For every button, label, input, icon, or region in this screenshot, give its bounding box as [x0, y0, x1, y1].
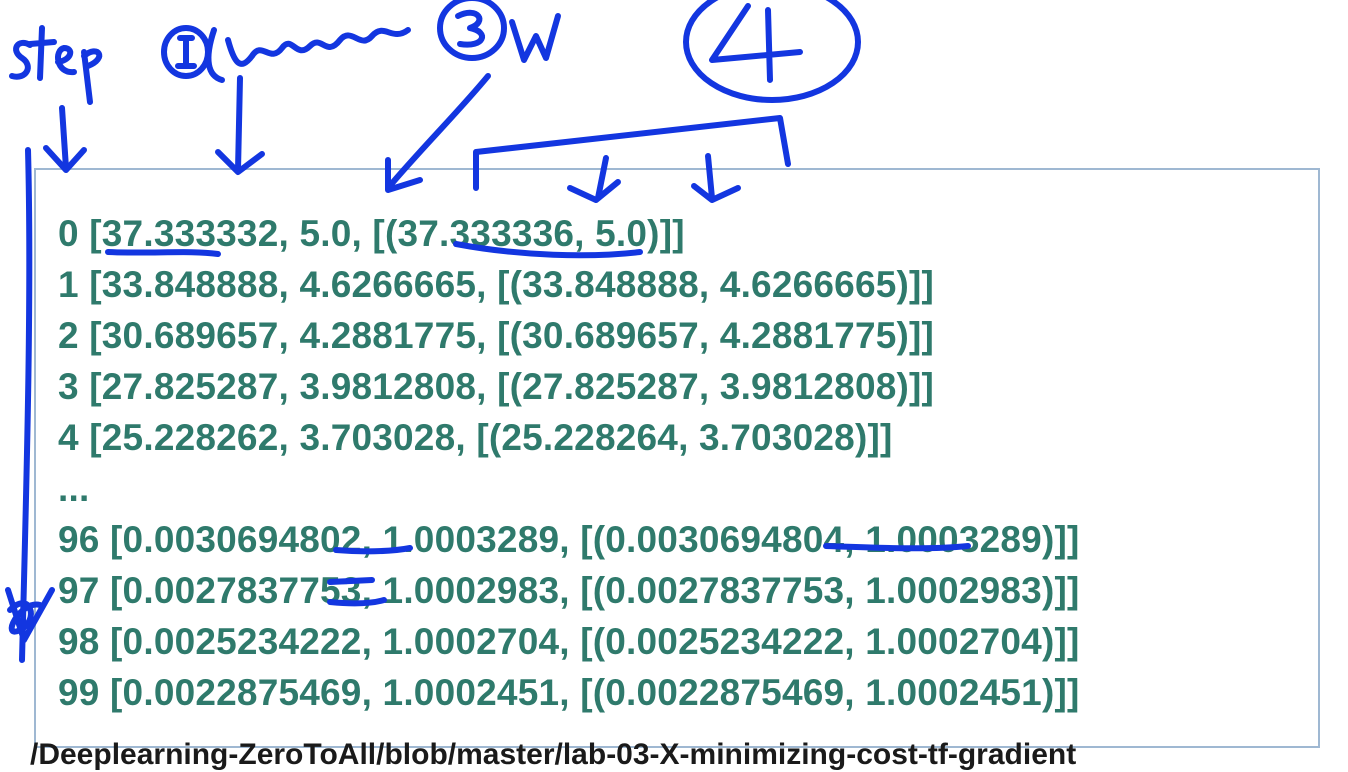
output-line-step-0: 0 [37.333332, 5.0, [(37.333336, 5.0)]]	[58, 213, 685, 254]
output-line-step-96: 96 [0.0030694802, 1.0003289, [(0.0030694804, 1.0003289)]]	[58, 519, 1080, 560]
output-line-step-4: 4 [25.228262, 3.703028, [(25.228264, 3.703028)]]	[58, 417, 893, 458]
footer-url-text: /Deeplearning-ZeroToAll/blob/master/lab-03-X-minimizing-cost-tf-gradient	[30, 738, 1077, 771]
output-lines	[58, 208, 1080, 718]
handwritten-label-1	[164, 28, 408, 80]
output-line-step-99: 99 [0.0022875469, 1.0002451, [(0.0022875469, 1.0002451)]]	[58, 672, 1080, 713]
output-line-step-2: 2 [30.689657, 4.2881775, [(30.689657, 4.2881775)]]	[58, 315, 935, 356]
handwritten-label-3	[440, 0, 558, 60]
output-line-ellipsis: ...	[58, 468, 90, 509]
output-line-step-3: 3 [27.825287, 3.9812808, [(27.825287, 3.9812808)]]	[58, 366, 935, 407]
output-line-step-97: 97 [0.0027837753, 1.0002983, [(0.0027837753, 1.0002983)]]	[58, 570, 1080, 611]
handwritten-label-4	[686, 0, 858, 100]
output-panel	[34, 168, 1320, 748]
handwritten-step-label	[12, 28, 99, 102]
handwritten-step-arrow	[46, 108, 84, 170]
output-line-step-1: 1 [33.848888, 4.6266665, [(33.848888, 4.6266665)]]	[58, 264, 935, 305]
handwritten-arrow-1	[218, 78, 262, 172]
output-line-step-98: 98 [0.0025234222, 1.0002704, [(0.0025234222, 1.0002704)]]	[58, 621, 1080, 662]
